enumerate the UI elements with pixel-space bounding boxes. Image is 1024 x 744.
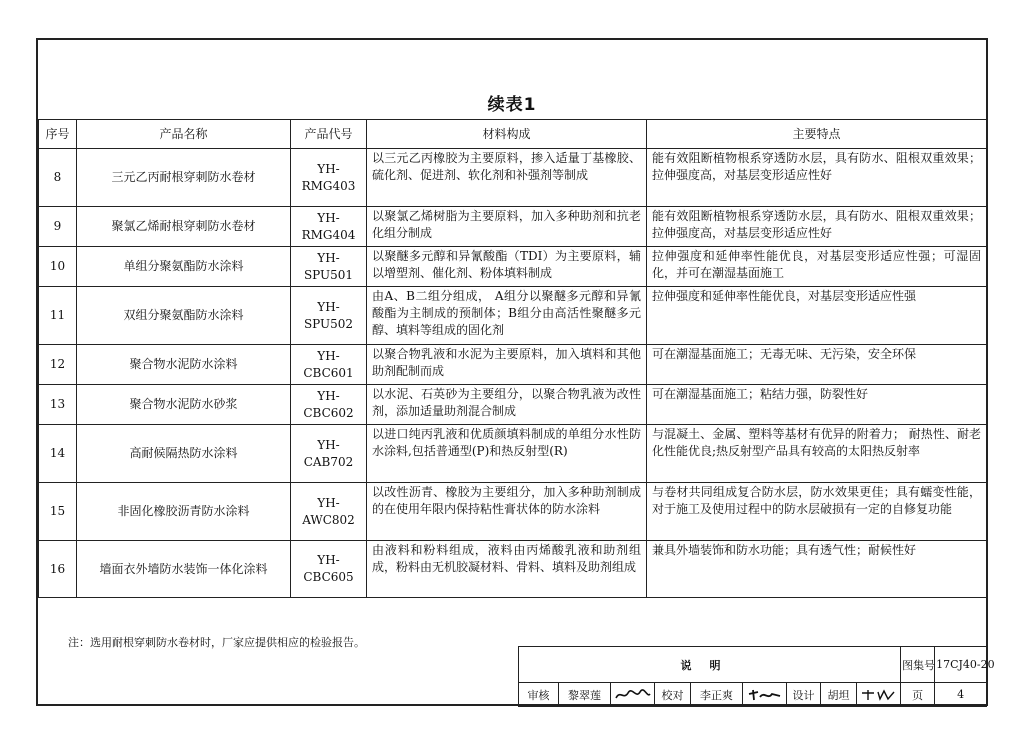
product-name: 高耐候隔热防水涂料: [77, 425, 291, 483]
header-seq: 序号: [39, 120, 77, 149]
material-composition: 以进口纯丙乳液和优质颜填料制成的单组分水性防水涂料,包括普通型(P)和热反射型(R): [367, 425, 647, 483]
row-number: 10: [39, 247, 77, 287]
table-header-row: [39, 120, 987, 149]
header-features: 主要特点: [647, 120, 987, 149]
table-row: [39, 207, 987, 247]
row-number: 14: [39, 425, 77, 483]
product-name: 墙面衣外墙防水装饰一体化涂料: [77, 541, 291, 598]
header-product-code: 产品代号: [291, 120, 367, 149]
row-number: 15: [39, 483, 77, 541]
main-features: 兼具外墙装饰和防水功能；具有透气性；耐候性好: [647, 541, 987, 598]
footnote: 注：选用耐根穿刺防水卷材时，厂家应提供相应的检验报告。: [68, 636, 365, 649]
check-label: 校对: [655, 683, 691, 707]
table-row: [39, 345, 987, 385]
title-block: [518, 646, 995, 707]
table-title: 续表1: [487, 95, 537, 115]
product-code: YH-CBC605: [291, 541, 367, 598]
product-code: YH-AWC802: [291, 483, 367, 541]
product-name: 非固化橡胶沥青防水涂料: [77, 483, 291, 541]
material-composition: 以改性沥青、橡胶为主要组分，加入多种助剂制成的在使用年限内保持粘性膏状体的防水涂料: [367, 483, 647, 541]
document-title: 说明: [519, 647, 901, 683]
product-name: 三元乙丙耐根穿刺防水卷材: [77, 149, 291, 207]
product-name: 单组分聚氨酯防水涂料: [77, 247, 291, 287]
atlas-number-label: 图集号: [901, 647, 935, 683]
main-features: 能有效阻断植物根系穿透防水层，具有防水、阻根双重效果；拉伸强度高，对基层变形适应性好: [647, 149, 987, 207]
main-features: 拉伸强度和延伸率性能优良，对基层变形适应性强；可湿固化，并可在潮湿基面施工: [647, 247, 987, 287]
main-features: 能有效阻断植物根系穿透防水层，具有防水、阻根双重效果；拉伸强度高，对基层变形适应性好: [647, 207, 987, 247]
product-table: [38, 119, 987, 598]
row-number: 11: [39, 287, 77, 345]
table-row: [39, 385, 987, 425]
product-code: YH-CBC602: [291, 385, 367, 425]
material-composition: 由A、B二组分组成， A组分以聚醚多元醇和异氰酸酯为主制成的预制体；B组分由高活性聚醚多元醇、填料等组成的固化剂: [367, 287, 647, 345]
product-name: 聚氯乙烯耐根穿刺防水卷材: [77, 207, 291, 247]
designer-name: 胡坦: [821, 683, 857, 707]
main-features: 可在潮湿基面施工；无毒无味、无污染，安全环保: [647, 345, 987, 385]
table-row: [39, 541, 987, 598]
material-composition: 以聚氯乙烯树脂为主要原料，加入多种助剂和抗老化组分制成: [367, 207, 647, 247]
product-name: 聚合物水泥防水涂料: [77, 345, 291, 385]
product-name: 双组分聚氨酯防水涂料: [77, 287, 291, 345]
material-composition: 以聚合物乳液和水泥为主要原料，加入填料和其他助剂配制而成: [367, 345, 647, 385]
main-features: 拉伸强度和延伸率性能优良，对基层变形适应性强: [647, 287, 987, 345]
design-label: 设计: [787, 683, 821, 707]
product-name: 聚合物水泥防水砂浆: [77, 385, 291, 425]
atlas-number: 17CJ40-20: [935, 647, 987, 683]
reviewer-signature: [611, 683, 655, 707]
row-number: 12: [39, 345, 77, 385]
checker-name: 李正爽: [691, 683, 743, 707]
main-features: 与卷材共同组成复合防水层，防水效果更佳；具有蠕变性能，对于施工及使用过程中的防水层破损有一定的自修复功能: [647, 483, 987, 541]
designer-signature: [857, 683, 901, 707]
page-label: 页: [901, 683, 935, 707]
row-number: 13: [39, 385, 77, 425]
product-code: YH-SPU501: [291, 247, 367, 287]
main-features: 可在潮湿基面施工；粘结力强，防裂性好: [647, 385, 987, 425]
page-number: 4: [935, 683, 987, 707]
table-row: [39, 247, 987, 287]
material-composition: 以三元乙丙橡胶为主要原料，掺入适量丁基橡胶、硫化剂、促进剂、软化剂和补强剂等制成: [367, 149, 647, 207]
material-composition: 以水泥、石英砂为主要组分，以聚合物乳液为改性剂，添加适量助剂混合制成: [367, 385, 647, 425]
table-row: [39, 149, 987, 207]
checker-signature: [743, 683, 787, 707]
row-number: 8: [39, 149, 77, 207]
product-code: YH-RMG403: [291, 149, 367, 207]
main-features: 与混凝土、金属、塑料等基材有优异的附着力； 耐热性、耐老化性能优良;热反射型产品具有较高的太阳热反射率: [647, 425, 987, 483]
drawing-sheet: [36, 38, 995, 706]
reviewer-name: 黎翠莲: [559, 683, 611, 707]
product-code: YH-SPU502: [291, 287, 367, 345]
row-number: 9: [39, 207, 77, 247]
review-label: 审核: [519, 683, 559, 707]
table-row: [39, 483, 987, 541]
material-composition: 以聚醚多元醇和异氰酸酯（TDI）为主要原料，辅以增塑剂、催化剂、粉体填料制成: [367, 247, 647, 287]
table-row: [39, 287, 987, 345]
table-row: [39, 425, 987, 483]
material-composition: 由液料和粉料组成，液料由丙烯酸乳液和助剂组成，粉料由无机胶凝材料、骨料、填料及助剂组成: [367, 541, 647, 598]
product-code: YH-CAB702: [291, 425, 367, 483]
product-code: YH-CBC601: [291, 345, 367, 385]
header-material: 材料构成: [367, 120, 647, 149]
header-product-name: 产品名称: [77, 120, 291, 149]
product-code: YH-RMG404: [291, 207, 367, 247]
row-number: 16: [39, 541, 77, 598]
